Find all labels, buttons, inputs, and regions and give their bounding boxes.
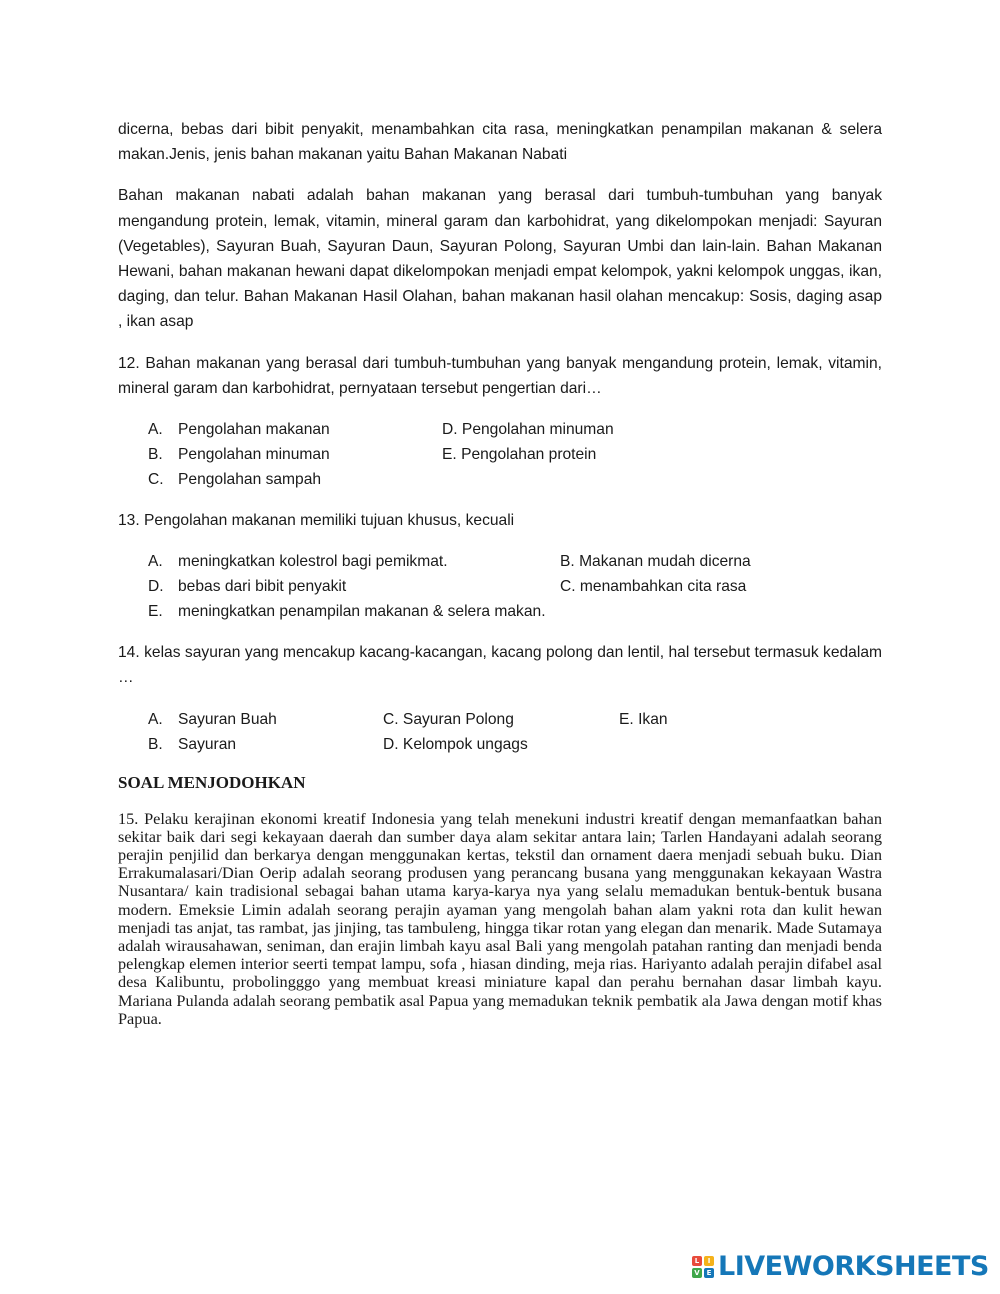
intro-paragraph: dicerna, bebas dari bibit penyakit, menambahkan cita rasa, meningkatkan penampilan makanan & selera makan.Jenis, jenis bahan makanan yaitu Bahan Makanan Nabati — [118, 121, 882, 164]
question-12-options — [118, 417, 882, 492]
option-text: D. Kelompok ungags — [383, 735, 528, 753]
options-row — [118, 442, 882, 467]
options-row — [118, 574, 882, 599]
logo-tile: L — [692, 1256, 702, 1266]
option-b[interactable] — [560, 549, 751, 574]
question-14: 14. kelas sayuran yang mencakup kacang-kacangan, kacang polong dan lentil, hal tersebut termasuk kedalam … — [118, 644, 882, 687]
option-letter: A. — [148, 421, 163, 439]
option-text: bebas dari bibit penyakit — [178, 578, 347, 596]
question-12: 12. Bahan makanan yang berasal dari tumbuh-tumbuhan yang banyak mengandung protein, lemak, vitamin, mineral garam dan karbohidrat, pernyataan tersebut pengertian dari… — [118, 354, 882, 397]
option-text: Pengolahan makanan — [178, 421, 330, 439]
option-text: meningkatkan penampilan makanan & selera makan. — [178, 603, 546, 621]
worksheet-content — [118, 117, 882, 1028]
question-13-options — [118, 549, 882, 624]
section-heading: SOAL MENJODOHKAN — [118, 772, 306, 792]
option-d[interactable] — [383, 732, 528, 757]
option-c[interactable] — [560, 574, 746, 599]
option-text: Sayuran Buah — [178, 710, 277, 728]
options-row — [118, 549, 882, 574]
option-letter: A. — [148, 553, 163, 571]
options-row — [118, 467, 882, 492]
option-b[interactable] — [118, 732, 383, 757]
question-13: 13. Pengolahan makanan memiliki tujuan khusus, kecuali — [118, 512, 515, 530]
option-text: E. Pengolahan protein — [442, 446, 597, 464]
option-text: Pengolahan minuman — [178, 446, 330, 464]
option-c[interactable] — [118, 467, 321, 492]
option-a[interactable] — [118, 417, 442, 442]
bahan-makanan-paragraph: Bahan makanan nabati adalah bahan makanan yang berasal dari tumbuh-tumbuhan yang banyak mengandung protein, lemak, vitamin, mineral garam dan karbohidrat, yang dikelompokan menjadi: Sayuran (Vegetables), Sayuran Buah, Sayuran Daun, Sayuran Polong, Sayuran Umbi dan lain-lain. Bahan Makanan Hewani, bahan makanan hewani dapat dikelompokan menjadi empat kelompok, yakni kelompok unggas, ikan, daging, dan telur. Bahan Makanan Hasil Olahan, bahan makanan hasil olahan mencakup: Sosis, daging asap , ikan asap — [118, 187, 882, 331]
option-a[interactable] — [118, 549, 560, 574]
logo-tile: E — [704, 1268, 714, 1278]
option-e[interactable] — [118, 599, 546, 624]
option-text: C. Sayuran Polong — [383, 710, 514, 728]
option-a[interactable] — [118, 707, 383, 732]
option-letter: C. — [148, 471, 164, 489]
option-text: meningkatkan kolestrol bagi pemikmat. — [178, 553, 448, 571]
option-text: E. Ikan — [619, 710, 668, 728]
option-b[interactable] — [118, 442, 442, 467]
liveworksheets-logo — [692, 1251, 989, 1282]
option-letter: A. — [148, 710, 163, 728]
option-d[interactable] — [442, 417, 614, 442]
option-letter: E. — [148, 603, 163, 621]
question-14-options — [118, 707, 882, 757]
option-text: D. Pengolahan minuman — [442, 421, 614, 439]
option-text: Pengolahan sampah — [178, 471, 322, 489]
option-letter: D. — [148, 578, 164, 596]
option-c[interactable] — [383, 707, 619, 732]
option-text: Sayuran — [178, 735, 237, 753]
options-row — [118, 417, 882, 442]
option-d[interactable] — [118, 574, 560, 599]
options-row — [118, 599, 882, 624]
option-e[interactable] — [619, 707, 668, 732]
logo-text: LIVEWORKSHEETS — [718, 1251, 989, 1282]
logo-tile: V — [692, 1268, 702, 1278]
liveworksheets-logo-icon — [692, 1256, 714, 1278]
question-15: 15. Pelaku kerajinan ekonomi kreatif Indonesia yang telah menekuni industri kreatif dengan memanfaatkan bahan sekitar baik dari segi kekayaan daerah dan sumber daya alam sekitar antara lain; Tarlen Handayani adalah seorang perajin penjilid dan berkarya dengan menggunakan kertas, tekstil dan ornament daera menjadi sebuah buku. Dian Errakumalasari/Dian Oerip adalah seorang produsen yang perancang busana yang menggunakan kekayaan Wastra Nusantara/ kain tradisional sebagai bahan utama karya-karya nya yang selalu memadukan bentuk-bentuk busana modern. Emeksie Limin adalah seorang perajin ayaman yang mengolah bahan alam yakni rota dan kulit hewan menjadi tas anjat, tas rambat, jas jinjing, tas tambuleng, hingga tikar rotan yang elegan dan menarik. Made Sutamaya adalah wirausahawan, seniman, dan erajin limbah kayu asal Bali yang mengolah patahan ranting dan menjadi benda pelengkap elemen interior seerti tempat lampu, sofa , hiasan dinding, meja rias. Hariyanto adalah perajin difabel asal desa Kalibuntu, probolingggo yang membuat kreasi miniature kapal dan perahu bernahan dasar limbah kayu. Mariana Pulanda adalah seorang pembatik asal Papua yang memadukan teknik pembatik ala Jawa dengan motif khas Papua. — [118, 808, 882, 1028]
option-text: C. menambahkan cita rasa — [560, 578, 747, 596]
options-row — [118, 732, 882, 757]
option-e[interactable] — [442, 442, 596, 467]
option-text: B. Makanan mudah dicerna — [560, 553, 751, 571]
options-row — [118, 707, 882, 732]
option-letter: B. — [148, 735, 163, 753]
option-letter: B. — [148, 446, 163, 464]
logo-tile: I — [704, 1256, 714, 1266]
